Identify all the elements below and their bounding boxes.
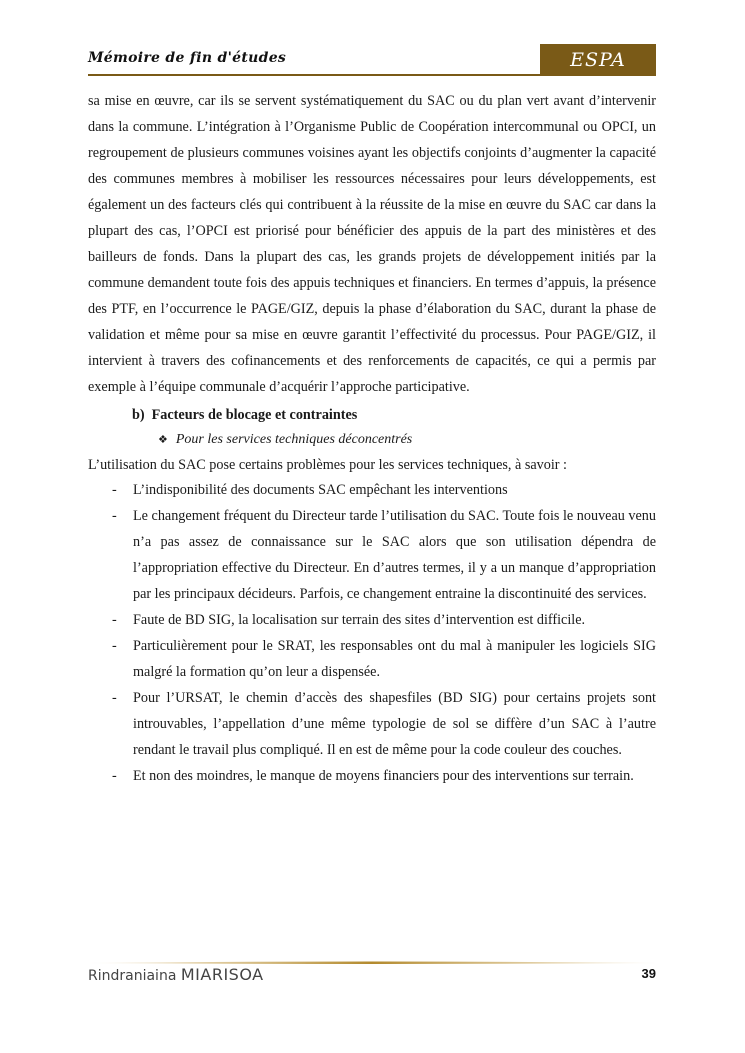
dash-marker: - xyxy=(112,482,117,498)
dash-marker: - xyxy=(112,612,117,628)
list-item xyxy=(88,503,656,607)
header-title: Mémoire de fin d'études xyxy=(88,50,287,66)
dash-marker: - xyxy=(112,638,117,654)
header-espa-box: ESPA xyxy=(540,44,656,76)
header-rule xyxy=(88,74,656,76)
subheading-text: Facteurs de blocage et contraintes xyxy=(151,407,358,423)
author-last-name: MIARISOA xyxy=(180,965,264,984)
bullet-heading xyxy=(158,429,656,451)
list-item xyxy=(88,477,656,503)
author-first-name: Rindraniaina xyxy=(88,968,177,984)
bullet-heading-text: Pour les services techniques déconcentrés xyxy=(175,432,413,447)
list-item xyxy=(88,685,656,763)
list-item-text: Particulièrement pour le SRAT, les responsables ont du mal à manipuler les logiciels SIG malgré la formation qu’on leur a dispensée. xyxy=(133,638,656,680)
diamond-bullet-icon: ❖ xyxy=(158,434,168,446)
page-content xyxy=(88,88,656,789)
subheading-label: b) xyxy=(132,407,145,423)
list-intro: L’utilisation du SAC pose certains problèmes pour les services techniques, à savoir : xyxy=(88,457,567,473)
list-item xyxy=(88,607,656,633)
section-subheading xyxy=(132,402,656,428)
list-item-text: Pour l’URSAT, le chemin d’accès des shapesfiles (BD SIG) pour certains projets sont introuvables, l’appellation d’une même typologie de sol se diffère d’un SAC à l’autre rendant le travail plus compliqué. Il en est de même pour la code couleur des couches. xyxy=(133,690,656,758)
page-header xyxy=(88,44,656,76)
page-number: 39 xyxy=(641,966,656,981)
body-paragraph: sa mise en œuvre, car ils se servent systématiquement du SAC ou du plan vert avant d’intervenir dans la commune. L’intégration à l’Organisme Public de Coopération intercommunal ou OPCI, un regroupement de plusieurs communes voisines ayant les objectifs conjoints d’augmenter la capacité des communes membres à mobiliser les ressources nécessaires pour leurs développements, est également un des facteurs clés qui contribuent à la réussite de la mise en œuvre du SAC car dans la plupart des cas, l’OPCI est priorisé pour bénéficier des appuis de la part des ministères et des bailleurs de fonds. Dans la plupart des cas, les grands projets de développement initiés par la commune demandent toute fois des appuis techniques et financiers. En termes d’appuis, la présence des PTF, en l’occurrence le PAGE/GIZ, depuis la phase d’élaboration du SAC, durant la phase de validation et même pour sa mise en œuvre garantit l’effectivité du processus. Pour PAGE/GIZ, il intervient à travers des cofinancements et des renforcements de capacités, ce qui a permis par exemple à l’équipe communale d’acquérir l’approche participative. xyxy=(88,93,656,395)
list-item xyxy=(88,763,656,789)
list-item-text: Faute de BD SIG, la localisation sur terrain des sites d’intervention est difficile. xyxy=(133,612,586,628)
list-item-text: Et non des moindres, le manque de moyens financiers pour des interventions sur terrain. xyxy=(133,768,634,784)
list-item-text: Le changement fréquent du Directeur tarde l’utilisation du SAC. Toute fois le nouveau venu n’a pas assez de connaissance sur le SAC alors que son utilisation dépendra de l’appropriation effective du Directeur. En d’autres termes, il y a un manque d’appropriation par les principaux décideurs. Parfois, ce changement entraine la discontinuité des services. xyxy=(133,508,656,602)
problem-list xyxy=(88,477,656,789)
list-item-text: L’indisponibilité des documents SAC empêchant les interventions xyxy=(133,482,508,498)
dash-marker: - xyxy=(112,508,117,524)
footer-author xyxy=(88,965,264,984)
list-item xyxy=(88,633,656,685)
dash-marker: - xyxy=(112,768,117,784)
dash-marker: - xyxy=(112,690,117,706)
